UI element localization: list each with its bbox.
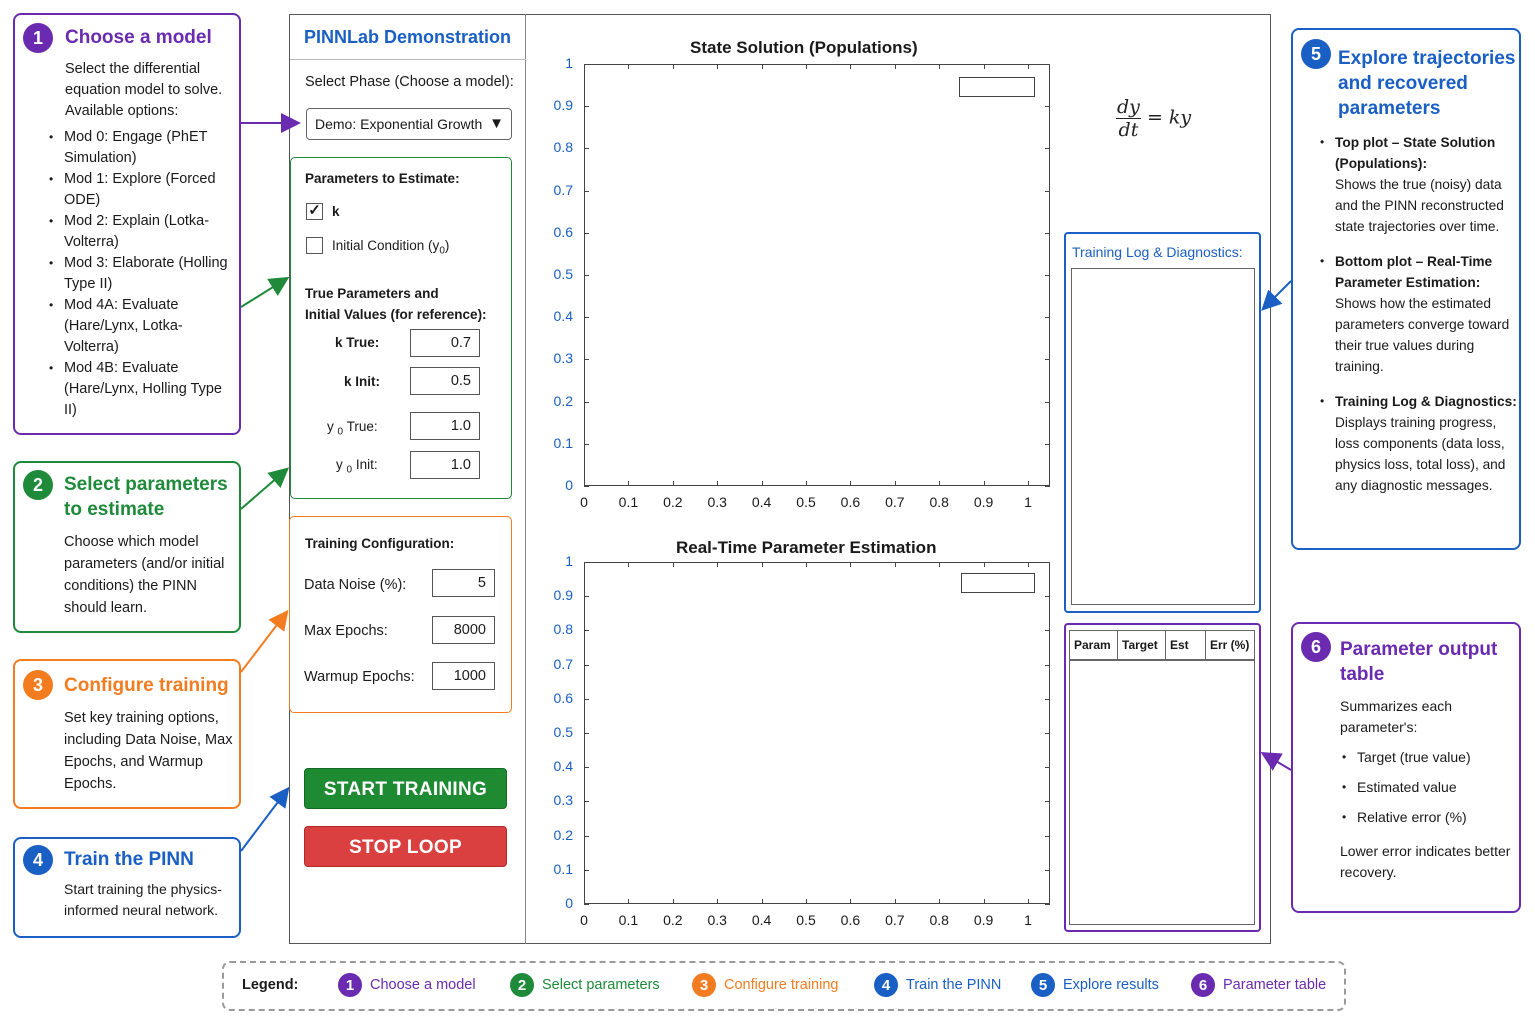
step-badge-6: 6 xyxy=(1301,632,1331,662)
list-item: • Target (true value) xyxy=(1340,747,1515,768)
legend-label: Legend: xyxy=(242,977,299,993)
y-tick-label: 0.8 xyxy=(553,139,573,156)
y-tick-label: 0.8 xyxy=(553,621,573,638)
y-tick-label: 0 xyxy=(565,477,573,493)
x-tick-label: 0.3 xyxy=(707,494,727,510)
step-badge-1: 1 xyxy=(23,23,53,53)
legend-text-6: Parameter table xyxy=(1223,977,1327,993)
callout-3-title: Configure training xyxy=(64,675,229,696)
legend-badge-4: 4 xyxy=(874,973,898,997)
y-tick-label: 0.7 xyxy=(553,181,573,198)
list-item: • Mod 3: Elaborate (Holling Type II) xyxy=(47,253,235,295)
app-title: PINNLab Demonstration xyxy=(304,27,512,47)
legend-item-5 xyxy=(1031,973,1159,997)
y0-true-field[interactable]: 1.0 xyxy=(410,412,480,440)
x-tick-label: 0.8 xyxy=(929,912,949,928)
legend-text-3: Configure training xyxy=(724,977,839,993)
warmup-epochs-label: Warmup Epochs: xyxy=(304,669,415,685)
arrow-5 xyxy=(1264,281,1291,308)
formula-rhs: = ky xyxy=(1146,106,1192,129)
x-tick-label: 0.1 xyxy=(618,494,639,510)
param-k-label: k xyxy=(332,204,340,219)
y-tick-label: 0.9 xyxy=(553,587,573,604)
step-badge-4: 4 xyxy=(23,845,53,875)
y-tick-label: 0.1 xyxy=(553,434,573,451)
y-tick-label: 0.2 xyxy=(553,826,573,843)
legend-item-2 xyxy=(510,973,660,997)
y0-subscript: 0 xyxy=(346,464,353,476)
list-item: • Mod 4B: Evaluate (Hare/Lynx, Holling Type II) xyxy=(47,358,235,421)
k-init-label-text: k Init: xyxy=(344,374,380,389)
phase-label: Select Phase (Choose a model): xyxy=(305,74,514,90)
y-tick-label: 0.7 xyxy=(553,655,573,672)
warmup-epochs-field[interactable]: 1000 xyxy=(432,662,495,690)
formula-denominator: dt xyxy=(1118,119,1139,141)
callout-5-title: Explore trajectories and recovered parameters xyxy=(1338,48,1516,119)
max-epochs-label: Max Epochs: xyxy=(304,623,388,639)
y-tick-label: 0.4 xyxy=(553,758,573,775)
list-item: • Relative error (%) xyxy=(1340,807,1515,828)
y0-true-label-text: True: xyxy=(346,419,378,434)
x-tick-label: 0.3 xyxy=(707,912,727,928)
y-tick-label: 0 xyxy=(565,895,573,911)
list-item-text: Shows how the estimated parameters converge toward their true values during training. xyxy=(1335,296,1510,374)
table-header-err: Err (%) xyxy=(1205,630,1255,660)
legend-item-4 xyxy=(874,973,1001,997)
table-header-target: Target xyxy=(1117,630,1165,660)
x-tick-label: 0.4 xyxy=(751,494,772,510)
x-tick-label: 0.6 xyxy=(840,494,861,510)
formula-numerator: dy xyxy=(1117,96,1140,118)
y-tick-label: 0.3 xyxy=(553,350,573,367)
param-y0-close: ) xyxy=(444,238,450,253)
callout-2-title: Select parameters to estimate xyxy=(64,474,228,520)
dropdown-caret-icon: ▼ xyxy=(489,115,504,132)
step-badge-3: 3 xyxy=(23,670,53,700)
table-header-param: Param xyxy=(1069,630,1117,660)
table-header-est: Est xyxy=(1165,630,1205,660)
arrow-2a xyxy=(241,279,286,307)
phase-select-value: Demo: Exponential Growth xyxy=(315,116,483,132)
step-badge-5: 5 xyxy=(1301,39,1331,69)
x-tick-label: 0.7 xyxy=(885,912,905,928)
start-training-button[interactable]: START TRAINING xyxy=(304,768,507,809)
list-item-heading: Bottom plot – Real-Time Parameter Estimation: xyxy=(1335,254,1493,290)
legend-item-6 xyxy=(1191,973,1326,997)
callout-6-footer: Lower error indicates better recovery. xyxy=(1340,843,1511,880)
callout-4-body: Start training the physics-informed neural network. xyxy=(64,881,222,918)
y-tick-label: 0.2 xyxy=(553,392,573,409)
y-tick-label: 0.5 xyxy=(553,724,573,740)
x-tick-label: 0.8 xyxy=(929,494,949,510)
noise-label: Data Noise (%): xyxy=(304,577,407,593)
arrow-4 xyxy=(241,790,287,851)
y-tick-label: 0.6 xyxy=(553,223,573,240)
param-y0-text: Initial Condition (y xyxy=(332,238,440,253)
y0-init-field[interactable]: 1.0 xyxy=(410,451,480,479)
param-y0-subscript: 0 xyxy=(439,245,445,257)
list-item: • Estimated value xyxy=(1340,777,1515,798)
y-tick-label: 1 xyxy=(565,553,573,569)
plot2-title: Real-Time Parameter Estimation xyxy=(676,538,937,557)
x-tick-label: 0.1 xyxy=(618,912,639,928)
x-tick-label: 1 xyxy=(1024,494,1032,510)
legend-text-2: Select parameters xyxy=(542,977,660,993)
legend-badge-3: 3 xyxy=(692,973,716,997)
y-tick-label: 0.9 xyxy=(553,97,573,114)
list-item-heading: Training Log & Diagnostics: xyxy=(1335,394,1517,409)
x-tick-label: 0 xyxy=(580,912,588,928)
list-item: • Mod 0: Engage (PhET Simulation) xyxy=(47,127,235,169)
list-item-heading: Top plot – State Solution (Populations): xyxy=(1335,135,1496,171)
y-tick-label: 0.5 xyxy=(553,266,573,282)
param-k-checkbox[interactable]: ✓ xyxy=(306,203,323,220)
arrow-3 xyxy=(241,613,286,672)
x-tick-label: 0.7 xyxy=(885,494,905,510)
list-item-text: Displays training progress, loss components (data loss, physics loss, total loss), and any diagnostic messages. xyxy=(1335,415,1506,493)
k-true-field[interactable]: 0.7 xyxy=(410,329,480,357)
list-item: • Mod 1: Explore (Forced ODE) xyxy=(47,169,235,211)
x-tick-label: 0.2 xyxy=(663,494,683,510)
legend-badge-2: 2 xyxy=(510,973,534,997)
true-params-header-line2: Initial Values (for reference): xyxy=(305,307,487,322)
legend-text-4: Train the PINN xyxy=(906,977,1002,993)
legend-badge-1: 1 xyxy=(338,973,362,997)
legend-item-1 xyxy=(338,973,476,997)
legend-text-5: Explore results xyxy=(1063,977,1159,993)
y-tick-label: 1 xyxy=(565,55,573,71)
arrow-2b xyxy=(241,470,286,509)
legend-badge-5: 5 xyxy=(1031,973,1055,997)
training-header: Training Configuration: xyxy=(305,536,455,551)
y-tick-label: 0.1 xyxy=(553,860,573,877)
true-params-header-line1: True Parameters and xyxy=(305,286,439,301)
stop-loop-button[interactable]: STOP LOOP xyxy=(304,826,507,867)
x-tick-label: 0.5 xyxy=(796,912,816,928)
step-badge-2: 2 xyxy=(23,470,53,500)
x-tick-label: 0.5 xyxy=(796,494,816,510)
callout-6-text: Summarizes each parameter's: xyxy=(1340,698,1453,735)
x-tick-label: 0.9 xyxy=(973,912,994,928)
callout-4-title: Train the PINN xyxy=(64,849,194,870)
y0-init-label-text: Init: xyxy=(355,457,378,472)
x-tick-label: 0.9 xyxy=(973,494,994,510)
params-header: Parameters to Estimate: xyxy=(305,171,460,186)
x-tick-label: 1 xyxy=(1024,912,1032,928)
training-log-title: Training Log & Diagnostics: xyxy=(1072,244,1243,260)
y-tick-label: 0.6 xyxy=(553,689,573,706)
x-tick-label: 0.2 xyxy=(663,912,683,928)
callout-1-text: Select the differential equation model to solve. Available options: xyxy=(65,61,223,119)
list-item: • Mod 4A: Evaluate (Hare/Lynx, Lotka-Volterra) xyxy=(47,295,235,358)
y0-symbol: y xyxy=(336,457,343,472)
list-item-text: Shows the true (noisy) data and the PINN reconstructed state trajectories over time. xyxy=(1335,177,1504,234)
callout-2-body: Choose which model parameters (and/or initial conditions) the PINN should learn. xyxy=(64,534,225,616)
callout-6-title: Parameter output table xyxy=(1340,639,1498,685)
list-item: • Mod 2: Explain (Lotka-Volterra) xyxy=(47,211,235,253)
arrow-6 xyxy=(1264,754,1291,770)
max-epochs-field[interactable]: 8000 xyxy=(432,616,495,644)
x-tick-label: 0.4 xyxy=(751,912,772,928)
x-tick-label: 0.6 xyxy=(840,912,861,928)
y0-symbol: y xyxy=(327,419,334,434)
plot1-title: State Solution (Populations) xyxy=(690,38,918,57)
data-noise-field[interactable]: 5 xyxy=(432,569,495,597)
k-true-label-text: k True: xyxy=(335,335,380,350)
legend-item-3 xyxy=(692,973,838,997)
y0-subscript: 0 xyxy=(337,426,344,438)
callout-3-body: Set key training options, including Data Noise, Max Epochs, and Warmup Epochs. xyxy=(64,710,233,792)
y-tick-label: 0.3 xyxy=(553,792,573,809)
legend-badge-6: 6 xyxy=(1191,973,1215,997)
callout-1-title: Choose a model xyxy=(65,27,212,48)
legend-text-1: Choose a model xyxy=(370,977,476,993)
x-tick-label: 0 xyxy=(580,494,588,510)
k-init-field[interactable]: 0.5 xyxy=(410,367,480,395)
y-tick-label: 0.4 xyxy=(553,308,573,325)
